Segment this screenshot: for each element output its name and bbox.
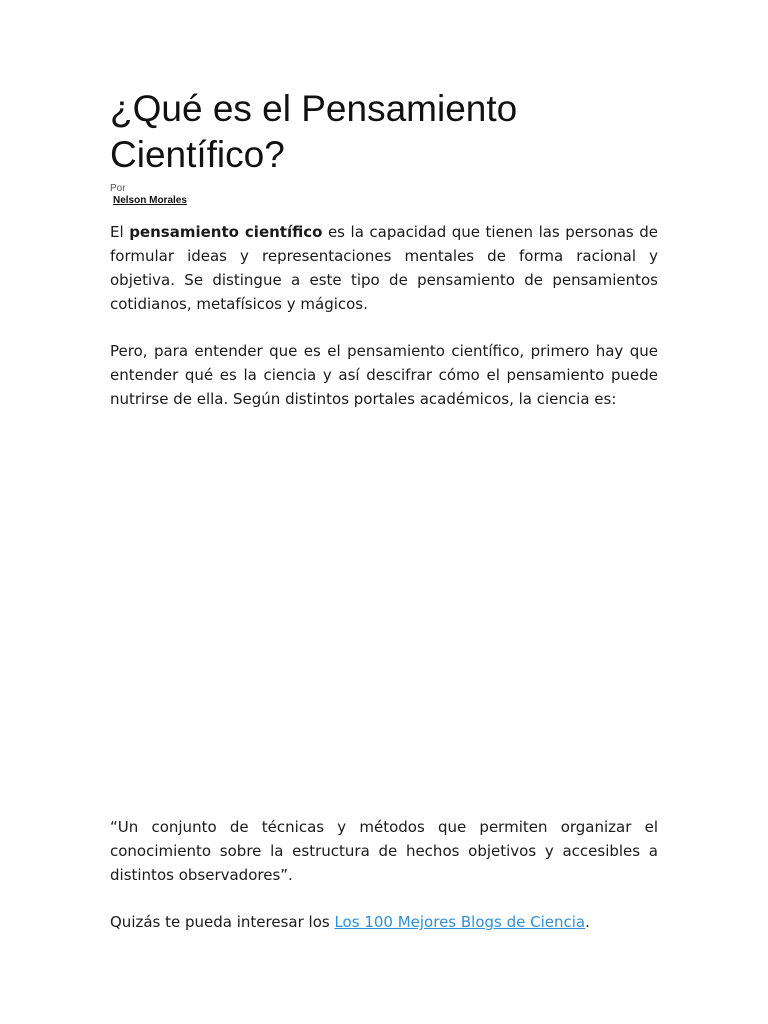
paragraph-intro-rest: es la capacidad que tienen las personas de formular ideas y representaciones mentales de forma racional y objetiva. Se distingue a este tipo de pensamiento de pensamientos cotidianos, metafísicos y mágicos.: [110, 223, 658, 313]
author-link[interactable]: Nelson Morales: [113, 195, 187, 206]
related-prefix: Quizás te pueda interesar los: [110, 913, 335, 931]
page-title: ¿Qué es el Pensamiento Científico?: [110, 88, 518, 175]
byline-label: Por: [110, 183, 126, 194]
paragraph-quote: “Un conjunto de técnicas y métodos que permiten organizar el conocimiento sobre la estructura de hechos objetivos y accesibles a distintos observadores”.: [110, 818, 658, 884]
paragraph-intro-prefix: El: [110, 223, 130, 241]
related-blogs-link[interactable]: Los 100 Mejores Blogs de Ciencia: [334, 913, 586, 931]
paragraph-science: Pero, para entender que es el pensamiento científico, primero hay que entender qué es la ciencia y así descifrar cómo el pensamiento puede nutrirse de ella. Según distintos portales académicos, la ciencia es:: [110, 342, 658, 408]
paragraph-intro: [110, 220, 658, 316]
paragraph-related: [110, 910, 658, 934]
paragraph-intro-bold: pensamiento científico: [129, 223, 323, 241]
related-suffix: .: [585, 913, 590, 931]
